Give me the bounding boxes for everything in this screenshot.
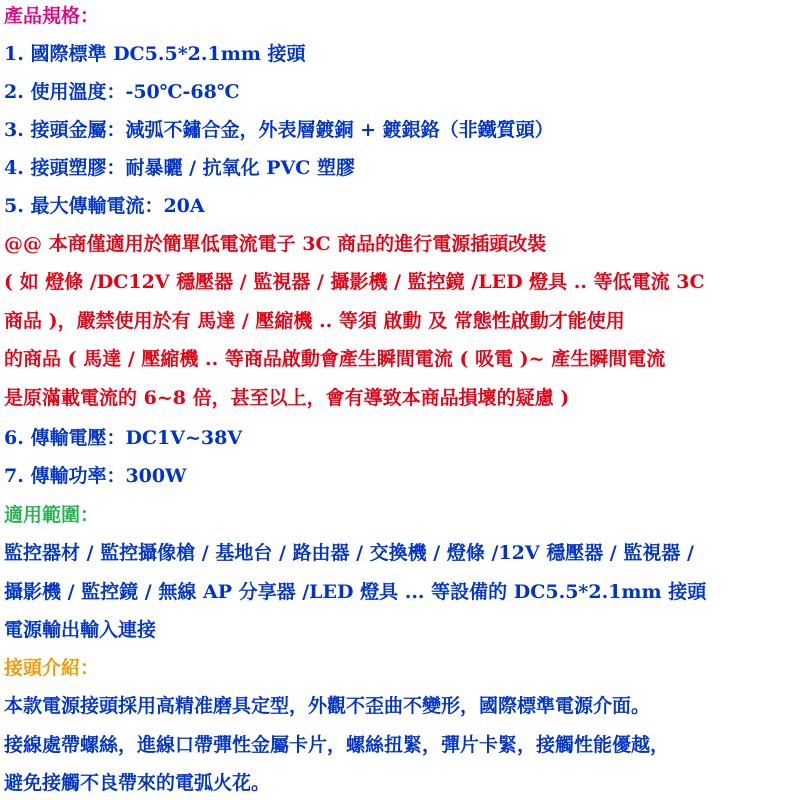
spec-item-5: 5. 最大傳輸電流：20A: [4, 195, 205, 217]
scope-heading: 適用範圍：: [4, 504, 100, 526]
spec-item-3: 3. 接頭金屬：減弧不鏽合金，外表層鍍銅 + 鍍銀鉻（非鐵質頭）: [4, 119, 554, 141]
spec-item-7: 7. 傳輸功率：300W: [4, 465, 187, 487]
intro-line-3: 避免接觸不良帶來的電弧火花。: [4, 772, 271, 794]
spec-item-4: 4. 接頭塑膠：耐暴曬 / 抗氧化 PVC 塑膠: [4, 157, 355, 179]
intro-heading: 接頭介紹：: [4, 657, 100, 679]
intro-line-1: 本款電源接頭採用高精准磨具定型，外觀不歪曲不變形，國際標準電源介面。: [4, 695, 651, 717]
scope-line-1: 監控器材 / 監控攝像槍 / 基地台 / 路由器 / 交換機 / 燈條 /12V 穩壓器 / 監視器 /: [4, 542, 694, 564]
warning-line-3: 商品 )，嚴禁使用於有 馬達 / 壓縮機 .. 等須 啟動 及 常態性啟動才能使用: [4, 310, 625, 332]
warning-line-1: @@ 本商僅適用於簡單低電流電子 3C 商品的進行電源插頭改裝: [4, 233, 547, 255]
spec-heading: 產品規格：: [4, 5, 100, 27]
spec-item-1: 1. 國際標準 DC5.5*2.1mm 接頭: [4, 43, 306, 65]
intro-line-2: 接線處帶螺絲，進線口帶彈性金屬卡片，螺絲扭緊，彈片卡緊，接觸性能優越，: [4, 734, 670, 756]
warning-line-4: 的商品 ( 馬達 / 壓縮機 .. 等商品啟動會產生瞬間電流 ( 吸電 )~ 產生瞬間電流: [4, 348, 666, 370]
scope-line-2: 攝影機 / 監控鏡 / 無線 AP 分享器 /LED 燈具 ... 等設備的 DC5.5*2.1mm 接頭: [4, 581, 707, 603]
warning-line-5: 是原滿載電流的 6~8 倍，甚至以上，會有導致本商品損壞的疑慮 ): [4, 387, 570, 409]
warning-line-2: ( 如 燈條 /DC12V 穩壓器 / 監視器 / 攝影機 / 監控鏡 /LED 燈具 .. 等低電流 3C: [4, 271, 705, 293]
spec-item-2: 2. 使用溫度：-50℃-68℃: [4, 81, 240, 103]
spec-item-6: 6. 傳輸電壓：DC1V~38V: [4, 427, 243, 449]
scope-line-3: 電源輸出輸入連接: [4, 619, 157, 641]
